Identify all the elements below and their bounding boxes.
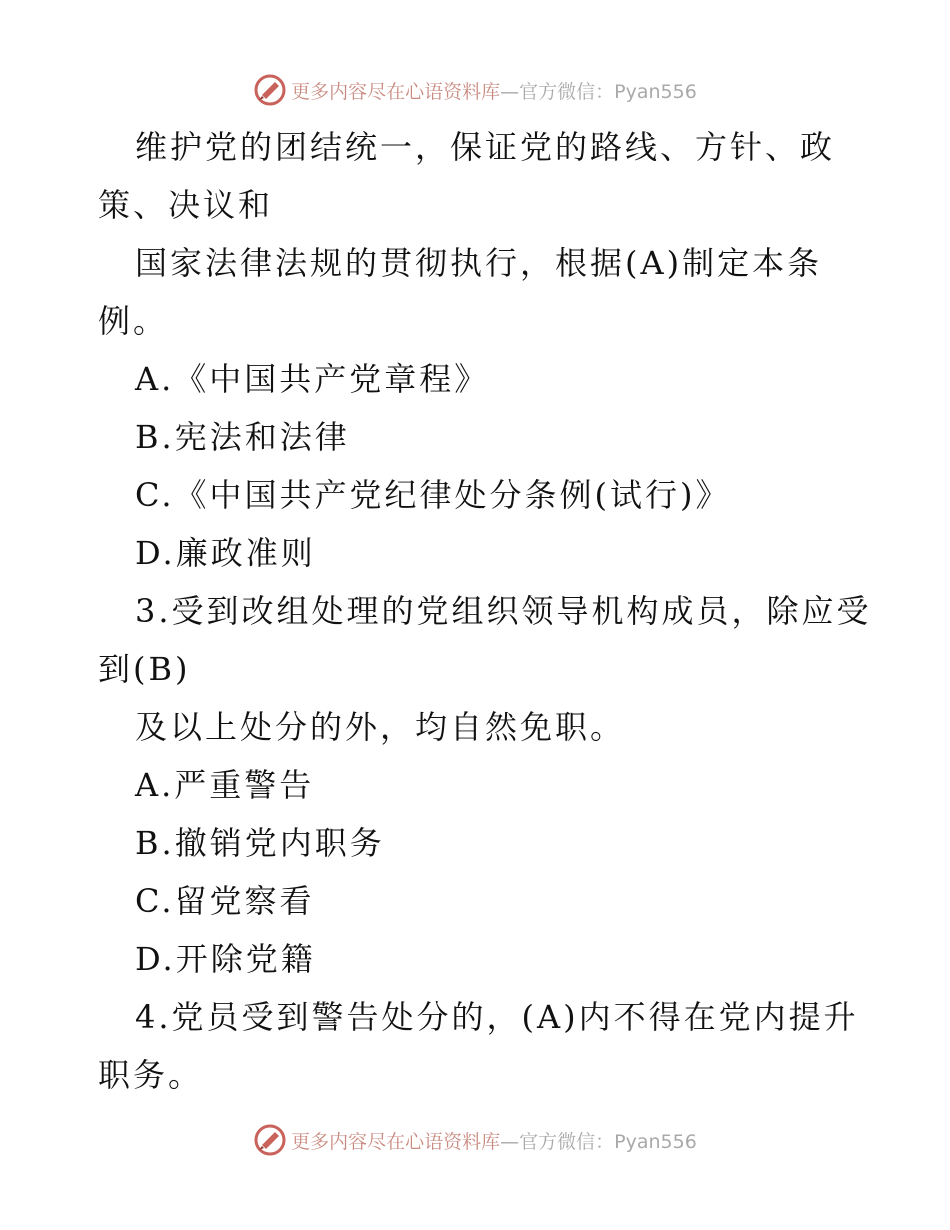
option-line-6: B.撤销党内职务	[135, 824, 385, 862]
banner-brand: 更多内容尽在心语资料库	[291, 80, 501, 103]
text-line-2: 策、决议和	[98, 186, 274, 224]
option-line-2: B.宪法和法律	[135, 418, 350, 456]
text-line-1: 维护党的团结统一，保证党的路线、方针、政	[135, 128, 836, 166]
banner-wechat: 官方微信：Pyan556	[519, 80, 697, 103]
option-line-1: A.《中国共产党章程》	[135, 360, 490, 398]
banner-text	[291, 1127, 697, 1154]
brand-logo-icon	[253, 73, 287, 107]
question-line-3c: 及以上处分的外，均自然免职。	[135, 708, 626, 746]
banner-separator: —	[500, 80, 520, 103]
question-line-4b: 职务。	[98, 1056, 204, 1094]
banner-brand: 更多内容尽在心语资料库	[291, 1130, 501, 1153]
footer-banner	[0, 1120, 950, 1160]
option-line-5: A.严重警告	[135, 766, 315, 804]
question-line-4a: 4.党员受到警告处分的，(A)内不得在党内提升	[135, 998, 859, 1036]
brand-logo-icon	[253, 1123, 287, 1157]
option-line-8: D.开除党籍	[135, 940, 316, 978]
question-line-3b: 到(B)	[98, 650, 191, 688]
option-line-3: C.《中国共产党纪律处分条例(试行)》	[135, 476, 731, 514]
text-line-4: 例。	[98, 302, 169, 340]
header-banner	[0, 70, 950, 110]
banner-wechat: 官方微信：Pyan556	[519, 1130, 697, 1153]
banner-separator: —	[500, 1130, 520, 1153]
text-line-3: 国家法律法规的贯彻执行，根据(A)制定本条	[135, 244, 823, 282]
banner-text	[291, 77, 697, 104]
option-line-4: D.廉政准则	[135, 534, 316, 572]
option-line-7: C.留党察看	[135, 882, 315, 920]
question-line-3a: 3.受到改组处理的党组织领导机构成员，除应受	[135, 592, 872, 630]
